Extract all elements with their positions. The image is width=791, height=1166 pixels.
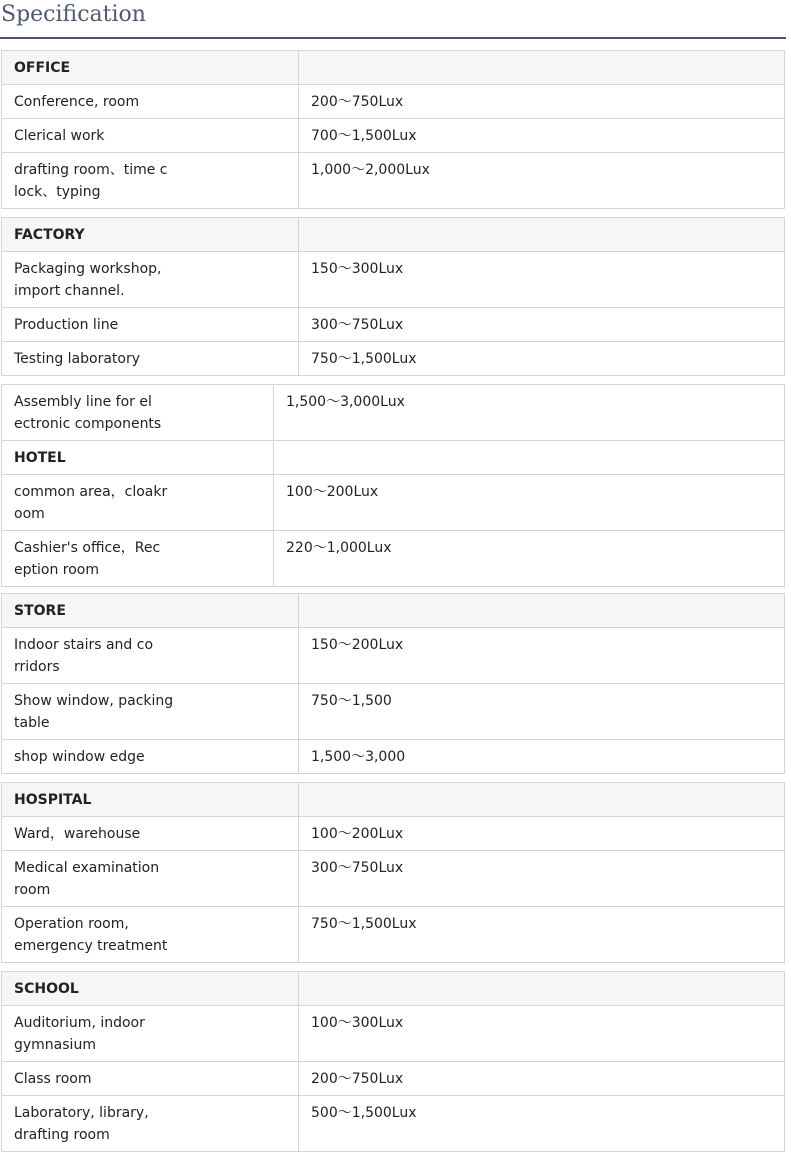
table-row bbox=[2, 153, 785, 209]
section-header-empty bbox=[299, 594, 785, 628]
lux-cell: 1,000～2,000Lux bbox=[299, 153, 785, 209]
section-header-empty bbox=[299, 218, 785, 252]
lux-cell: 750～1,500 bbox=[299, 684, 785, 740]
hospital-table bbox=[1, 782, 785, 963]
location-cell: Auditorium, indoor gymnasium bbox=[2, 1006, 299, 1062]
lux-cell: 200～750Lux bbox=[299, 85, 785, 119]
title-divider bbox=[0, 37, 786, 39]
table-row bbox=[2, 308, 785, 342]
page-title: Specification bbox=[1, 2, 146, 27]
lux-cell: 100～300Lux bbox=[299, 1006, 785, 1062]
table-row bbox=[2, 1096, 785, 1152]
table-header-row bbox=[2, 441, 785, 475]
section-header: SCHOOL bbox=[2, 972, 299, 1006]
lux-cell: 200～750Lux bbox=[299, 1062, 785, 1096]
factory-table bbox=[1, 217, 785, 376]
location-cell: Medical examination room bbox=[2, 851, 299, 907]
table-header-row bbox=[2, 218, 785, 252]
section-header: OFFICE bbox=[2, 51, 299, 85]
school-table bbox=[1, 971, 785, 1152]
lux-cell: 300～750Lux bbox=[299, 851, 785, 907]
table-row bbox=[2, 1062, 785, 1096]
table-header-row bbox=[2, 594, 785, 628]
table-row bbox=[2, 385, 785, 441]
section-header: HOSPITAL bbox=[2, 783, 299, 817]
location-cell: Operation room, emergency treatment bbox=[2, 907, 299, 963]
section-header-empty bbox=[299, 783, 785, 817]
table-row bbox=[2, 907, 785, 963]
location-cell: Class room bbox=[2, 1062, 299, 1096]
table-row bbox=[2, 740, 785, 774]
section-header: STORE bbox=[2, 594, 299, 628]
table-row bbox=[2, 531, 785, 587]
section-header: FACTORY bbox=[2, 218, 299, 252]
lux-cell: 220～1,000Lux bbox=[274, 531, 785, 587]
table-row bbox=[2, 475, 785, 531]
office-table bbox=[1, 50, 785, 209]
location-cell: Production line bbox=[2, 308, 299, 342]
lux-cell: 1,500～3,000Lux bbox=[274, 385, 785, 441]
location-cell: Show window, packing table bbox=[2, 684, 299, 740]
lux-cell: 750～1,500Lux bbox=[299, 342, 785, 376]
location-cell: Cashier's office，Rec eption room bbox=[2, 531, 274, 587]
table-row bbox=[2, 684, 785, 740]
store-table bbox=[1, 593, 785, 774]
location-cell: Clerical work bbox=[2, 119, 299, 153]
location-cell: Indoor stairs and co rridors bbox=[2, 628, 299, 684]
location-cell: Conference, room bbox=[2, 85, 299, 119]
table-header-row bbox=[2, 51, 785, 85]
section-header-empty bbox=[274, 441, 785, 475]
location-cell: Ward，warehouse bbox=[2, 817, 299, 851]
table-row bbox=[2, 85, 785, 119]
lux-cell: 1,500～3,000 bbox=[299, 740, 785, 774]
lux-cell: 700～1,500Lux bbox=[299, 119, 785, 153]
table-row bbox=[2, 252, 785, 308]
section-header-empty bbox=[299, 51, 785, 85]
table-row bbox=[2, 342, 785, 376]
location-cell: drafting room、time c lock、typing bbox=[2, 153, 299, 209]
table-row bbox=[2, 1006, 785, 1062]
location-cell: Laboratory, library, drafting room bbox=[2, 1096, 299, 1152]
table-header-row bbox=[2, 972, 785, 1006]
table-row bbox=[2, 628, 785, 684]
location-cell: Testing laboratory bbox=[2, 342, 299, 376]
table-row bbox=[2, 119, 785, 153]
lux-cell: 300～750Lux bbox=[299, 308, 785, 342]
location-cell: Packaging workshop, import channel. bbox=[2, 252, 299, 308]
location-cell: Assembly line for el ectronic components bbox=[2, 385, 274, 441]
location-cell: common area，cloakr oom bbox=[2, 475, 274, 531]
table-row bbox=[2, 851, 785, 907]
section-header-empty bbox=[299, 972, 785, 1006]
lux-cell: 100～200Lux bbox=[299, 817, 785, 851]
lux-cell: 500～1,500Lux bbox=[299, 1096, 785, 1152]
lux-cell: 100～200Lux bbox=[274, 475, 785, 531]
lux-cell: 150～300Lux bbox=[299, 252, 785, 308]
table-header-row bbox=[2, 783, 785, 817]
table-row bbox=[2, 817, 785, 851]
section-header: HOTEL bbox=[2, 441, 274, 475]
lux-cell: 750～1,500Lux bbox=[299, 907, 785, 963]
location-cell: shop window edge bbox=[2, 740, 299, 774]
lux-cell: 150～200Lux bbox=[299, 628, 785, 684]
hotel-table bbox=[1, 384, 785, 587]
